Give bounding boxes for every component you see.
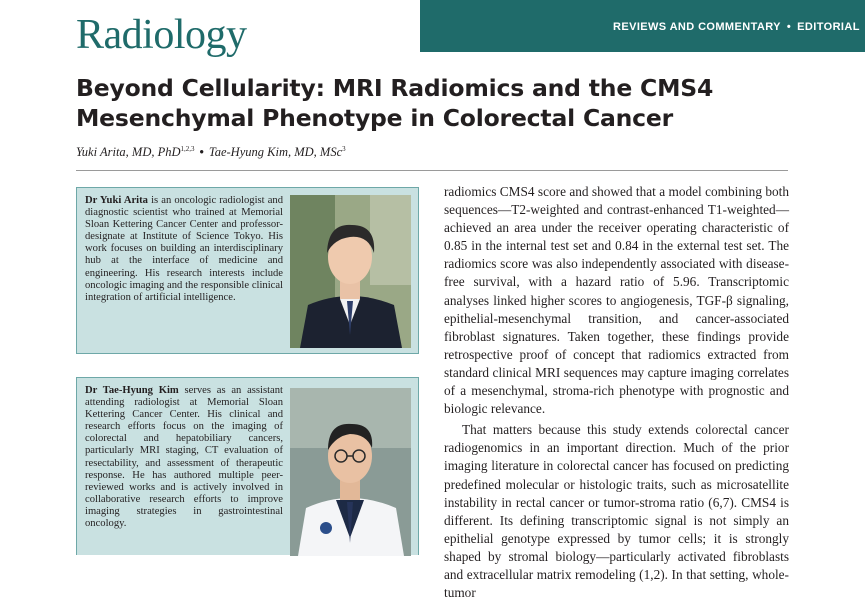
body-paragraph: radiomics CMS4 score and showed that a model combining both sequences—T2-weighted and contrast-enhanced T1-weighted—achieved an area under the receiver operating characteristic of 0.85 in the internal test set and 0.84 in the external test set. The radiomics score was also independently associated with disease-free survival, with a hazard ratio of 5.96. Transcriptomic analyses linked higher scores to angiogenesis, TGF-β signaling, epithelial-mesenchymal transition, and cancer-associated fibroblast signatures. Taken together, these findings provide retrospective proof of concept that radiomics extracted from standard clinical MRI sequences may capture imaging correlates of a mesenchymal, stroma-rich phenotype with prognostic and biologic relevance. xyxy=(444,184,789,417)
article-body-column xyxy=(444,183,789,602)
banner-separator: • xyxy=(786,21,792,33)
body-paragraph: That matters because this study extends colorectal cancer radiogenomics in an important direction. Much of the prior imaging literature in colorectal cancer has focused on predicting predefined molecular or histologic traits, such as microsatellite instability in rectal cancer or tumor-stroma ratio (6,7). CMS4 is different. Its defining transcriptomic signal is not simply an epithelial genotype expressed by tumor cells; it is strongly shaped by stromal biology—particularly activated fibroblasts and extracellular matrix remodeling (1,2). In that setting, whole-tumor xyxy=(444,422,789,601)
author-bio-box xyxy=(76,187,419,354)
article-type-label: EDITORIAL xyxy=(797,21,860,33)
section-label: REVIEWS AND COMMENTARY xyxy=(613,21,781,33)
bio-author-name: Dr Yuki Arita xyxy=(85,195,148,206)
bio-author-name: Dr Tae-Hyung Kim xyxy=(85,385,179,396)
header-divider xyxy=(76,170,788,171)
author-name[interactable]: Tae-Hyung Kim, MD, MSc xyxy=(208,145,343,160)
author-photo xyxy=(290,195,411,348)
portrait-man-suit-icon xyxy=(290,195,411,348)
author-bio-text xyxy=(85,385,283,530)
author-photo xyxy=(290,388,411,556)
portrait-man-white-coat-icon xyxy=(290,388,411,556)
author-line xyxy=(76,145,346,160)
author-bio-box xyxy=(76,377,419,555)
article-title: Beyond Cellularity: MRI Radiomics and the CMS4 Mesenchymal Phenotype in Colorectal Cancer xyxy=(76,74,714,132)
bio-description: serves as an assistant attending radiologist at Memorial Sloan Kettering Cancer Center. His clinical and research efforts focus on the imaging of colorectal and hepatobiliary cancers, particularly MRI staging, CT evaluation of resectability, and assessment of therapeutic response. He has authored multiple peer-reviewed works and is actively involved in collaborative research efforts to improve imaging strategies in gastrointestinal oncology. xyxy=(85,385,283,530)
author-affiliation: 3 xyxy=(342,145,346,153)
journal-logo: Radiology xyxy=(76,12,247,58)
section-banner xyxy=(420,0,865,52)
author-bio-text xyxy=(85,195,283,304)
author-affiliation: 1,2,3 xyxy=(180,145,195,153)
author-name[interactable]: Yuki Arita, MD, PhD xyxy=(76,145,181,160)
author-separator: • xyxy=(199,145,204,160)
bio-description: is an oncologic radiologist and diagnostic scientist who trained at Memorial Sloan Kettering Cancer Center and professor-designate at Institute of Science Tokyo. His work focuses on building an interdisciplinary hub at the interface of medicine and engineering. His research interests include oncologic imaging and the responsible clinical integration of artificial intelligence. xyxy=(85,195,283,303)
